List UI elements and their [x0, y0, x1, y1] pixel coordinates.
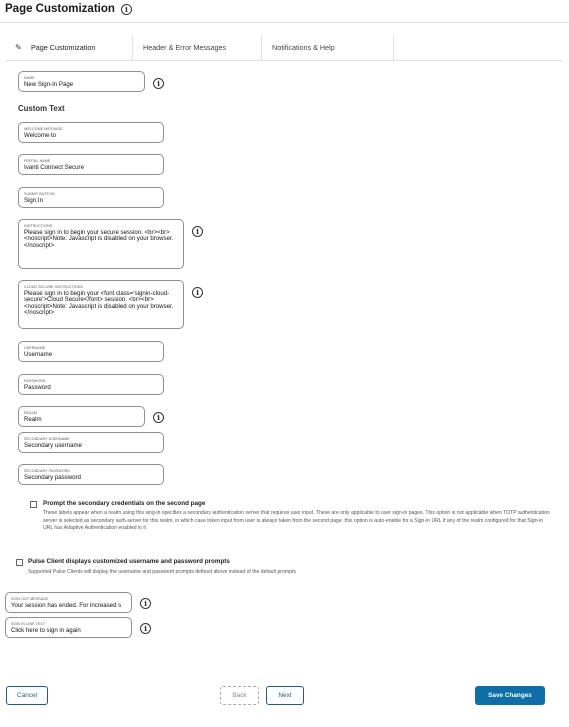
field-value: Your session has ended. For increased s	[11, 601, 122, 609]
field-value: Welcome to	[24, 131, 57, 139]
name-field[interactable]	[18, 71, 145, 92]
field-value: Click here to sign in again	[11, 626, 81, 634]
field-value: Ivanti Connect Secure	[24, 163, 84, 171]
info-icon[interactable]: i	[153, 412, 164, 423]
field-label: NAME	[24, 76, 35, 80]
prompt-secondary-title: Prompt the secondary credentials on the second page	[43, 500, 206, 507]
page-title	[5, 2, 132, 15]
pulse-client-description: Supported Pulse Clients will display the username and password prompts defined above instead of the default prompts	[28, 569, 296, 575]
tab-label: Page Customization	[31, 43, 96, 52]
page-title-text: Page Customization	[5, 2, 115, 15]
pulse-client-checkbox[interactable]	[16, 559, 23, 566]
prompt-secondary-checkbox[interactable]	[30, 501, 37, 508]
field-value: Password	[24, 383, 51, 391]
field-label: CLOUD SECURE INSTRUCTIONS	[24, 285, 84, 289]
tab-notifications-help[interactable]	[262, 35, 394, 60]
tab-label: Notifications & Help	[272, 43, 335, 52]
field-label: REALM	[24, 411, 37, 415]
sign-out-message-field[interactable]	[5, 592, 132, 613]
tab-label: Header & Error Messages	[143, 43, 227, 52]
secondary-password-field[interactable]	[18, 464, 164, 485]
field-label: WELCOME MESSAGE	[24, 127, 63, 131]
custom-text-heading: Custom Text	[18, 104, 65, 113]
pulse-client-title: Pulse Client displays customized username and password prompts	[28, 558, 230, 565]
field-value: Username	[24, 350, 53, 358]
back-button[interactable]: Back	[220, 686, 259, 705]
password-field[interactable]	[18, 374, 164, 395]
field-value: New Sign-In Page	[24, 80, 74, 88]
field-value: Secondary username	[24, 441, 82, 449]
info-icon[interactable]: i	[153, 78, 164, 89]
welcome-message-field[interactable]	[18, 122, 164, 143]
field-label: SIGN OUT MESSAGE	[11, 597, 49, 601]
field-label: SUBMIT BUTTON	[24, 192, 55, 196]
field-value: Realm	[24, 415, 42, 423]
cloud-secure-instructions-field[interactable]	[18, 280, 184, 329]
tab-bar	[6, 35, 562, 61]
next-button[interactable]: Next	[266, 686, 304, 705]
field-label: SIGN IN LINK TEXT	[11, 622, 46, 626]
info-icon[interactable]: i	[192, 226, 203, 237]
pencil-icon: ✎	[15, 43, 22, 52]
info-icon[interactable]: i	[121, 4, 132, 15]
portal-name-field[interactable]	[18, 154, 164, 175]
prompt-secondary-description: These labels appear when a realm using this sing-in specifies a secondary authentication server that requires user input. These are only applicable to user sign-in pages. This option is not applicable when TOTP authentication server is selected as secondary auth-server for this realm, in which case token input from user is always taken from the second page. this option is auto-enable for a Sign-in URL if any of the realm configured for that Sign-in URL has Adaptive Authentication enabled in it	[43, 510, 550, 532]
tab-page-customization[interactable]	[6, 35, 133, 60]
tab-header-error-messages[interactable]	[133, 35, 262, 60]
info-icon[interactable]: i	[140, 623, 151, 634]
field-label: SECONDARY USERNAME	[24, 437, 70, 441]
sign-in-link-text-field[interactable]	[5, 617, 132, 638]
save-changes-button[interactable]: Save Changes	[475, 686, 545, 705]
info-icon[interactable]: i	[192, 287, 203, 298]
header-divider	[0, 22, 569, 23]
secondary-username-field[interactable]	[18, 432, 164, 453]
field-label: SECONDARY PASSWORD	[24, 469, 71, 473]
instructions-field[interactable]	[18, 219, 184, 269]
field-label: INSTRUCTIONS	[24, 224, 53, 228]
realm-field[interactable]	[18, 406, 145, 427]
field-label: USERNAME	[24, 346, 46, 350]
username-field[interactable]	[18, 341, 164, 362]
info-icon[interactable]: i	[140, 598, 151, 609]
field-value: Secondary password	[24, 473, 81, 481]
field-value: Please sign in to begin your secure session. <br><br><noscript>Note: Javascript is disabled on your browser.</noscript>	[24, 228, 174, 249]
submit-button-field[interactable]	[18, 187, 164, 208]
cancel-button[interactable]: Cancel	[6, 686, 48, 705]
field-value: Sign In	[24, 196, 43, 204]
field-label: PASSWORD	[24, 379, 46, 383]
field-value: Please sign in to begin your <font class='signin-cloud-secure'>Cloud Secure</font> session. <br><br><noscript>Note: Javascript is disabled on your browser.</noscript>	[24, 289, 174, 317]
field-label: PORTAL NAME	[24, 159, 51, 163]
